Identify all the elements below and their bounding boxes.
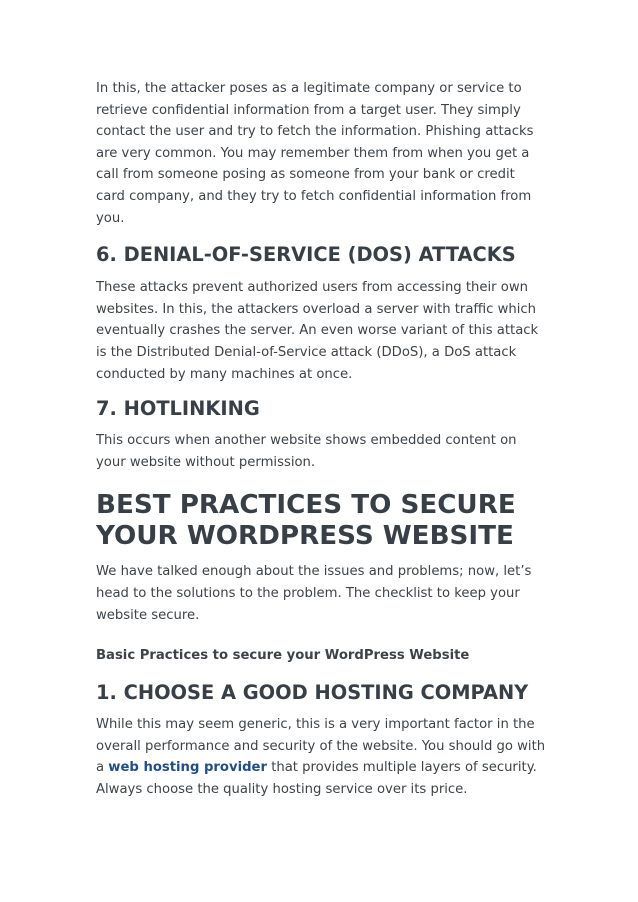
dos-heading: 6. DENIAL-OF-SERVICE (DOS) ATTACKS — [96, 243, 516, 267]
dos-paragraph: These attacks prevent authorized users from accessing their own websites. In this, the attackers overload a server with traffic which eventually crashes the server. An even worse variant of this attack is the Distributed Denial-of-Service attack (DDoS), a DoS attack conducted by many machines at once. — [96, 280, 539, 382]
hotlinking-paragraph: This occurs when another website shows embedded content on your website without permission. — [96, 433, 517, 470]
hosting-paragraph — [96, 714, 546, 800]
basic-practices-subheading: Basic Practices to secure your WordPress Website — [96, 648, 470, 664]
best-practices-heading — [96, 490, 546, 552]
best-practices-heading-line1: BEST PRACTICES TO SECURE — [96, 490, 516, 521]
hotlinking-heading: 7. HOTLINKING — [96, 397, 260, 421]
best-practices-heading-line2: YOUR WORDPRESS WEBSITE — [96, 521, 514, 552]
web-hosting-provider-link[interactable]: web hosting provider — [108, 760, 267, 776]
hosting-heading: 1. CHOOSE A GOOD HOSTING COMPANY — [96, 681, 529, 705]
article-content — [96, 78, 546, 800]
hosting-text-after: that provides multiple layers of security. Always choose the quality hosting service over its price. — [96, 760, 537, 797]
phishing-paragraph: In this, the attacker poses as a legitimate company or service to retrieve confidential information from a target user. They simply contact the user and try to fetch the information. Phishing attacks are very common. You may remember them from when you get a call from someone posing as someone from your bank or credit card company, and they try to fetch confidential information from you. — [96, 81, 534, 226]
best-practices-paragraph: We have talked enough about the issues and problems; now, let’s head to the solutions to the problem. The checklist to keep your website secure. — [96, 564, 532, 623]
hosting-text-before: While this may seem generic, this is a very important factor in the overall performance and security of the website. You should go with a — [96, 717, 546, 776]
